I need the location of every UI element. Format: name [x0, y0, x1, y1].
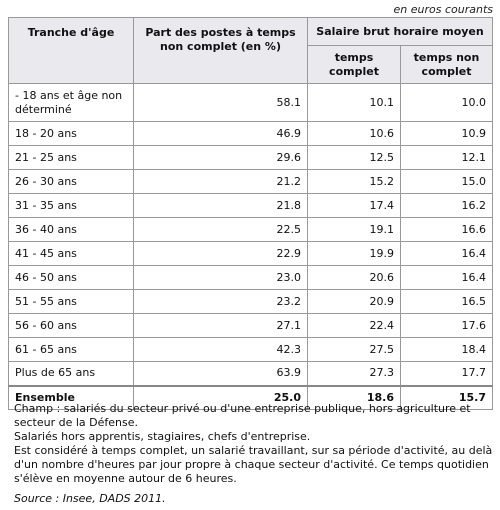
cell-non-complet: 15.0 — [401, 170, 493, 194]
cell-age: 56 - 60 ans — [9, 314, 134, 338]
cell-complet: 20.9 — [308, 290, 401, 314]
cell-non-complet: 17.7 — [401, 362, 493, 386]
cell-complet: 18.6 — [308, 386, 401, 410]
cell-complet: 20.6 — [308, 266, 401, 290]
cell-part: 46.9 — [134, 122, 308, 146]
cell-part: 21.8 — [134, 194, 308, 218]
cell-age: - 18 ans et âge non déterminé — [9, 84, 134, 122]
cell-age: Ensemble — [9, 386, 134, 410]
cell-non-complet: 10.9 — [401, 122, 493, 146]
unit-note: en euros courants — [393, 3, 493, 16]
header-part-non-complet: Part des postes à temps non complet (en %) — [134, 18, 308, 84]
cell-age: 31 - 35 ans — [9, 194, 134, 218]
cell-age: Plus de 65 ans — [9, 362, 134, 386]
cell-complet: 10.6 — [308, 122, 401, 146]
cell-age: 26 - 30 ans — [9, 170, 134, 194]
cell-part: 25.0 — [134, 386, 308, 410]
cell-complet: 12.5 — [308, 146, 401, 170]
cell-non-complet: 17.6 — [401, 314, 493, 338]
cell-part: 23.0 — [134, 266, 308, 290]
header-temps-complet: temps complet — [308, 46, 401, 84]
table-row — [9, 84, 493, 122]
cell-non-complet: 16.5 — [401, 290, 493, 314]
cell-complet: 19.9 — [308, 242, 401, 266]
cell-part: 63.9 — [134, 362, 308, 386]
note-definition: Est considéré à temps complet, un salarié travaillant, sur sa période d'activité, au delà d'un nombre d'heures par jour propre à chaque secteur d'activité. Ce temps quotidien s'élève en moyenne autour de 6 heures. — [14, 444, 493, 485]
table-row — [9, 338, 493, 362]
cell-complet: 10.1 — [308, 84, 401, 122]
cell-non-complet: 12.1 — [401, 146, 493, 170]
cell-part: 21.2 — [134, 170, 308, 194]
table-row — [9, 218, 493, 242]
cell-part: 42.3 — [134, 338, 308, 362]
cell-part: 29.6 — [134, 146, 308, 170]
header-salaire-group: Salaire brut horaire moyen — [308, 18, 493, 46]
cell-part: 22.5 — [134, 218, 308, 242]
cell-age: 61 - 65 ans — [9, 338, 134, 362]
table-body — [9, 84, 493, 410]
cell-part: 27.1 — [134, 314, 308, 338]
salary-table — [8, 17, 493, 410]
cell-part: 22.9 — [134, 242, 308, 266]
cell-part: 58.1 — [134, 84, 308, 122]
cell-non-complet: 16.2 — [401, 194, 493, 218]
table-row — [9, 146, 493, 170]
cell-age: 46 - 50 ans — [9, 266, 134, 290]
table-row — [9, 194, 493, 218]
table-row — [9, 122, 493, 146]
table-row — [9, 290, 493, 314]
cell-age: 51 - 55 ans — [9, 290, 134, 314]
header-age: Tranche d'âge — [9, 18, 134, 84]
cell-complet: 22.4 — [308, 314, 401, 338]
table-row — [9, 266, 493, 290]
table-row — [9, 242, 493, 266]
table-row — [9, 170, 493, 194]
cell-non-complet: 15.7 — [401, 386, 493, 410]
cell-age: 41 - 45 ans — [9, 242, 134, 266]
cell-age: 36 - 40 ans — [9, 218, 134, 242]
cell-part: 23.2 — [134, 290, 308, 314]
cell-non-complet: 16.4 — [401, 266, 493, 290]
cell-non-complet: 16.4 — [401, 242, 493, 266]
cell-age: 21 - 25 ans — [9, 146, 134, 170]
cell-complet: 15.2 — [308, 170, 401, 194]
footnotes — [14, 402, 494, 506]
note-source: Source : Insee, DADS 2011. — [14, 492, 166, 505]
cell-non-complet: 18.4 — [401, 338, 493, 362]
cell-age: 18 - 20 ans — [9, 122, 134, 146]
cell-complet: 27.3 — [308, 362, 401, 386]
header-temps-non-complet: temps non complet — [401, 46, 493, 84]
cell-non-complet: 10.0 — [401, 84, 493, 122]
cell-complet: 19.1 — [308, 218, 401, 242]
cell-non-complet: 16.6 — [401, 218, 493, 242]
table-row — [9, 362, 493, 386]
note-salaries: Salariés hors apprentis, stagiaires, chefs d'entreprise. — [14, 430, 311, 443]
note-champ: Champ : salariés du secteur privé ou d'une entreprise publique, hors agriculture et secteur de la Défense. — [14, 402, 471, 429]
cell-complet: 17.4 — [308, 194, 401, 218]
cell-complet: 27.5 — [308, 338, 401, 362]
table-row — [9, 314, 493, 338]
